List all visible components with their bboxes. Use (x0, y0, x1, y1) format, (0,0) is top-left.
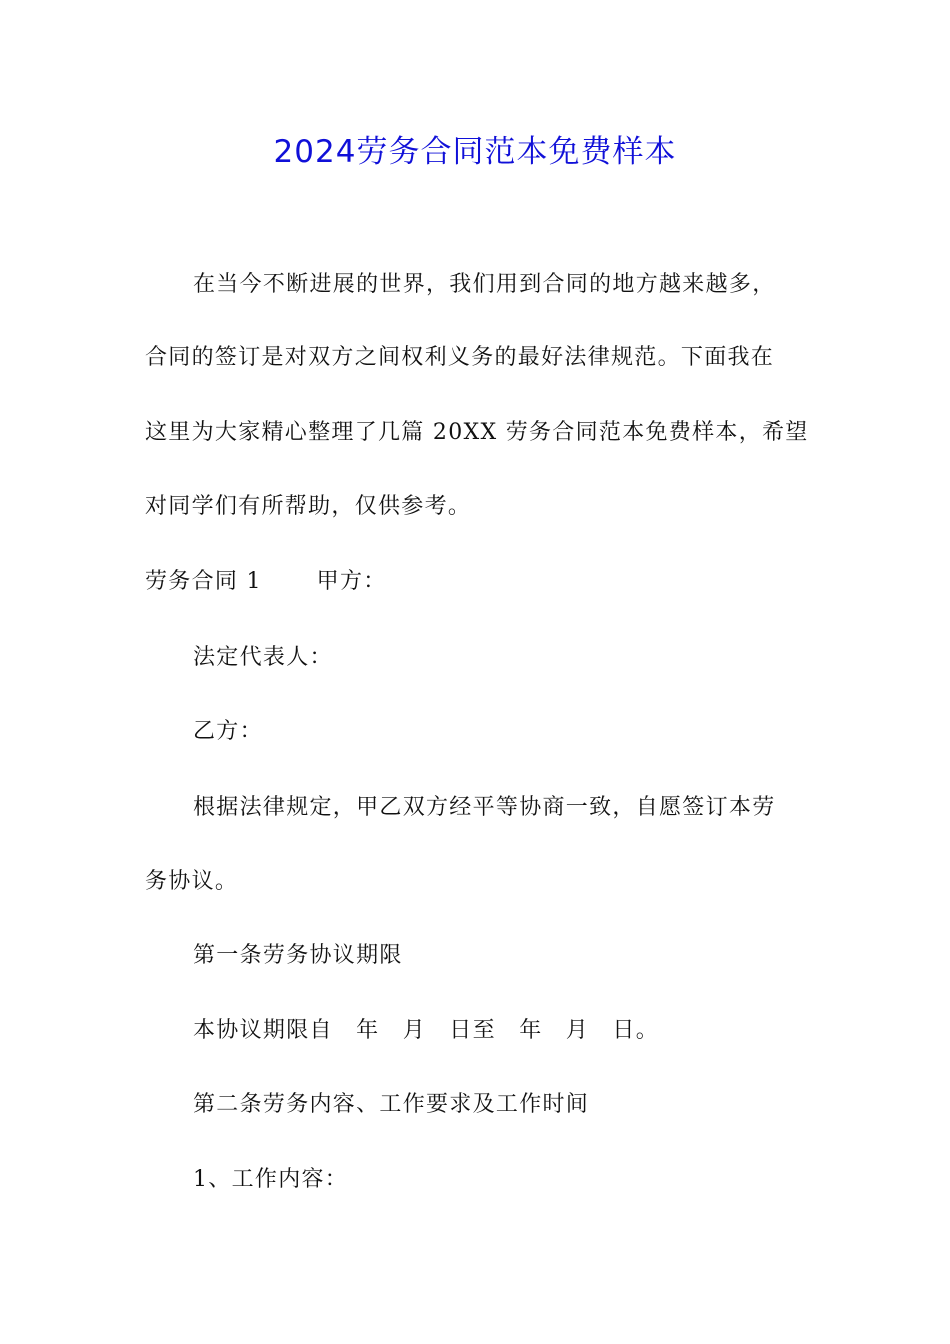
paragraph-intro-line-1: 在当今不断进展的世界，我们用到合同的地方越来越多， (193, 272, 776, 297)
article-2-heading: 第二条劳务内容、工作要求及工作时间 (193, 1092, 590, 1117)
paragraph-intro-line-4: 对同学们有所帮助，仅供参考。 (145, 494, 472, 519)
agreement-paragraph-line-2: 务协议。 (145, 869, 239, 894)
party-b-line: 乙方： (193, 719, 263, 744)
legal-representative-line: 法定代表人： (193, 645, 333, 670)
document-title: 2024劳务合同范本免费样本 (273, 134, 677, 170)
article-1-heading: 第一条劳务协议期限 (193, 943, 403, 968)
agreement-paragraph-line-1: 根据法律规定，甲乙双方经平等协商一致，自愿签订本劳 (193, 795, 776, 820)
contract-heading-party-a: 劳务合同 1 甲方： (145, 569, 387, 594)
article-1-term-line: 本协议期限自 年 月 日至 年 月 日。 (193, 1018, 660, 1043)
work-content-item: 1、工作内容： (193, 1167, 349, 1192)
paragraph-intro-line-2: 合同的签订是对双方之间权利义务的最好法律规范。下面我在 (145, 345, 775, 370)
paragraph-intro-line-3: 这里为大家精心整理了几篇 20XX 劳务合同范本免费样本，希望 (145, 420, 809, 445)
